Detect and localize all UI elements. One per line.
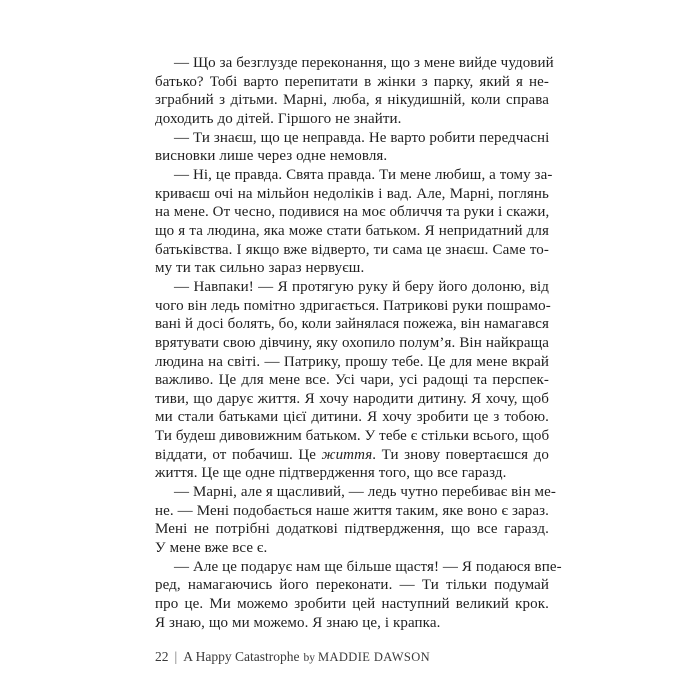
text-line: зграбний з дітьми. Марні, люба, я нікудишній, коли справа xyxy=(155,92,549,109)
text-line: не. — Мені подобається наше життя таким, яке воно є зараз. xyxy=(155,502,549,519)
body-text xyxy=(155,54,562,632)
text-segment: . Ти знову повертаєшся до xyxy=(372,446,549,463)
text-line: — Що за безглузде переконання, що з мене вийде чудовий xyxy=(174,55,554,71)
text-line: У мене вже все є. xyxy=(155,540,268,557)
text-line: висновки лише через одне немовля. xyxy=(155,148,388,165)
text-line: — Навпаки! — Я протягую руку й беру його долоню, від xyxy=(174,278,549,295)
footer-by-label: by xyxy=(303,652,315,664)
text-line: Я знаю, що ми можемо. Я знаю це, і крапка. xyxy=(155,614,441,631)
text-line: батько? Тобі варто перепитати в жінки з парку, який я не- xyxy=(155,73,549,90)
text-line: — Але це подарує нам ще більше щастя! — Я подаюся впе- xyxy=(174,558,562,575)
text-line: тиви, що дарує життя. Я хочу народити дитину. Я хочу, щоб xyxy=(155,390,549,407)
text-line: — Марні, але я щасливий, — ледь чутно перебиває він ме- xyxy=(174,484,556,501)
text-line: життя. Це ще одне підтвердження того, що все гаразд. xyxy=(155,465,507,482)
text-line: Мені не потрібні додаткові підтвердження, що все гаразд. xyxy=(155,521,549,538)
text-line: людина на світі. — Патрику, прошу тебе. Це для мене вкрай xyxy=(155,353,549,370)
text-line xyxy=(155,446,549,465)
text-line: на мене. От чесно, подивися на моє обличчя та руки і скажи, xyxy=(155,204,550,221)
text-segment: віддати, от побачиш. Це xyxy=(155,446,322,463)
text-line: що я та людина, яка може стати батьком. Я непридатний для xyxy=(155,222,549,239)
text-line: про це. Ми можемо зробити цей наступний великий крок. xyxy=(155,596,549,613)
text-line: ми стали батьками цієї дитини. Я хочу зробити це з тобою. xyxy=(155,409,549,426)
italic-word: життя xyxy=(321,446,373,463)
book-author: MADDIE DAWSON xyxy=(317,650,431,664)
text-line: Ти будеш дивовижним батьком. У тебе є стільки всього, щоб xyxy=(155,428,550,445)
text-line: му ти так сильно зараз нервуєш. xyxy=(155,260,365,277)
text-line: важливо. Це для мене все. Усі чари, усі радощі та перспек- xyxy=(155,372,549,389)
page-number: 22 xyxy=(155,649,169,664)
footer-separator: | xyxy=(174,649,178,664)
text-line: — Ти знаєш, що це неправда. Не варто робити передчасні xyxy=(174,129,550,146)
book-title: A Happy Catastrophe xyxy=(183,649,300,664)
text-line: доходить до дітей. Гіршого не знайти. xyxy=(155,110,402,127)
text-line: батьківства. І якщо вже відверто, ти сама це знаєш. Саме то- xyxy=(155,241,549,258)
text-line: чого він ледь помітно здригається. Патрикові руки пошрамо- xyxy=(155,297,551,314)
text-line: врятувати свою дівчину, яку охопило полум’я. Він найкраща xyxy=(155,334,549,351)
text-line: ред, намагаючись його переконати. — Ти тільки подумай xyxy=(155,577,549,594)
page-footer xyxy=(155,649,555,666)
text-line: — Ні, це правда. Свята правда. Ти мене любиш, а тому за- xyxy=(174,166,553,183)
text-line: криваєш очі на мільйон недоліків і вад. Але, Марні, поглянь xyxy=(155,185,549,202)
text-line: вані й досі болять, бо, коли зайнялася пожежа, він намагався xyxy=(155,316,549,333)
